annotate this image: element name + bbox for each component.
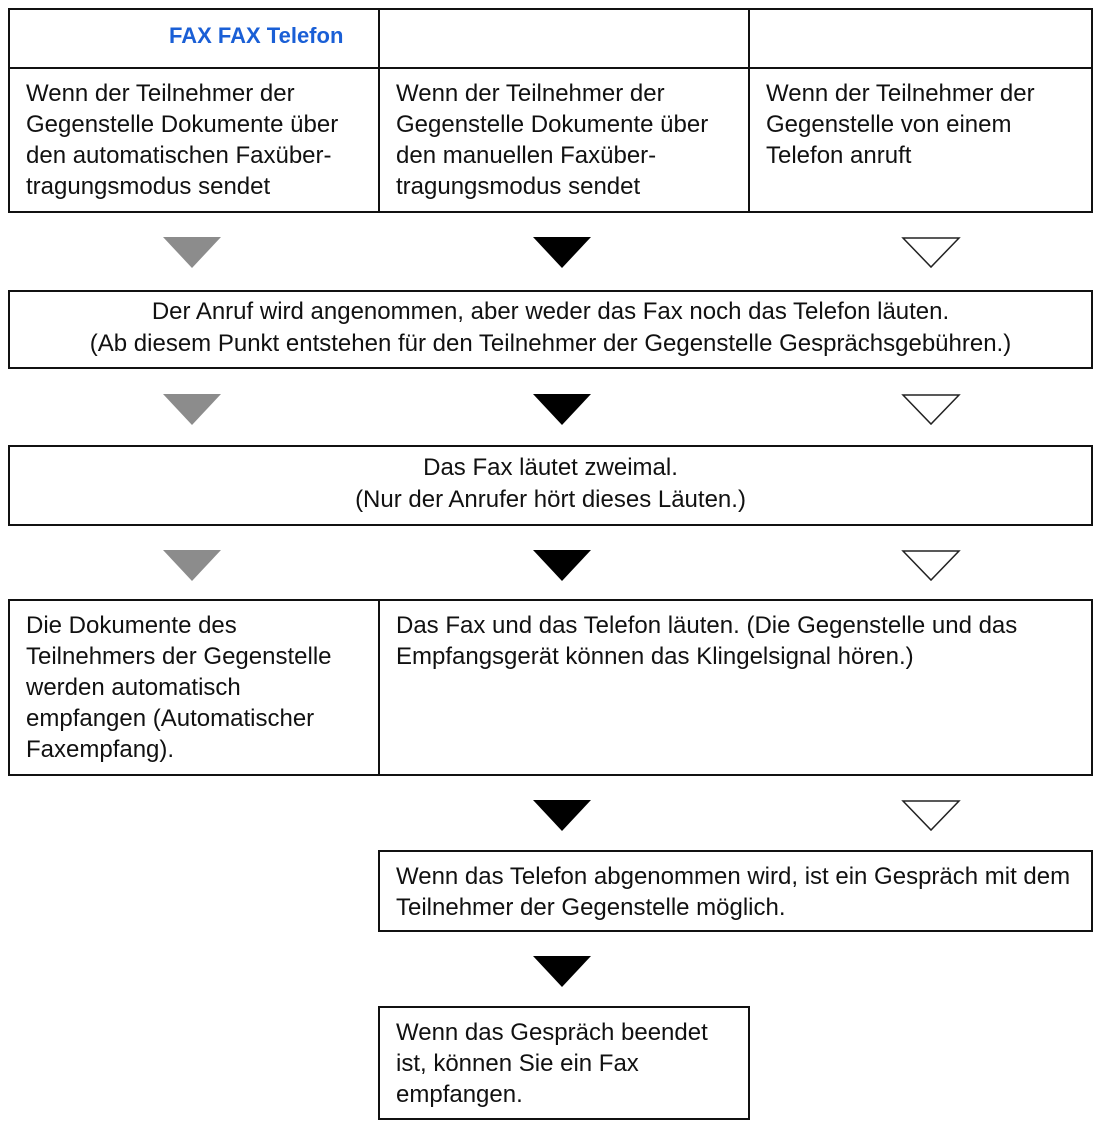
gray-arrow-down-icon [162,549,222,583]
step-call-accepted-line2: (Ab diesem Punkt entstehen für den Teilnehmer der Gegenstelle Gesprächsgebühren.) [89,330,1012,357]
gray-arrow-down-icon [162,236,222,270]
black-arrow-down-icon [532,799,592,833]
black-arrow-down-icon [532,236,592,270]
step-fax-and-phone-ring: Das Fax und das Telefon läuten. (Die Gegenstelle und das Empfangsgerät können das Klingelsignal hören.) [396,612,1018,670]
black-arrow-down-icon [532,393,592,427]
scenario-automatic-fax: Wenn der Teilnehmer der Gegenstelle Dokumente über den automatischen Faxüber-tragungsmodus sendet [26,80,339,200]
white-arrow-down-icon [901,799,961,833]
white-arrow-down-icon [901,549,961,583]
gray-arrow-down-icon [162,393,222,427]
step-auto-receive: Die Dokumente des Teilnehmers der Gegenstelle werden automatisch empfangen (Automatischer Faxempfang). [26,612,332,763]
step-fax-rings-line2: (Nur der Anrufer hört dieses Läuten.) [355,486,746,513]
step-phone-answered-text: Wenn das Telefon abgenommen wird, ist ein Gespräch mit dem Teilnehmer der Gegenstelle möglich. [396,863,1071,921]
white-arrow-down-icon [901,393,961,427]
white-arrow-down-icon [901,236,961,270]
header-title: FAX FAX Telefon [169,23,344,48]
scenario-telephone-call: Wenn der Teilnehmer der Gegenstelle von einem Telefon anruft [766,80,1035,169]
step-call-accepted-line1: Der Anruf wird angenommen, aber weder das Fax noch das Telefon läuten. [151,298,950,325]
black-arrow-down-icon [532,549,592,583]
step-fax-rings-line1: Das Fax läutet zweimal. [423,454,678,481]
black-arrow-down-icon [532,955,592,989]
step-call-ended-text: Wenn das Gespräch beendet ist, können Sie ein Fax empfangen. [396,1019,708,1108]
scenario-manual-fax: Wenn der Teilnehmer der Gegenstelle Dokumente über den manuellen Faxüber-tragungsmodus sendet [396,80,709,200]
